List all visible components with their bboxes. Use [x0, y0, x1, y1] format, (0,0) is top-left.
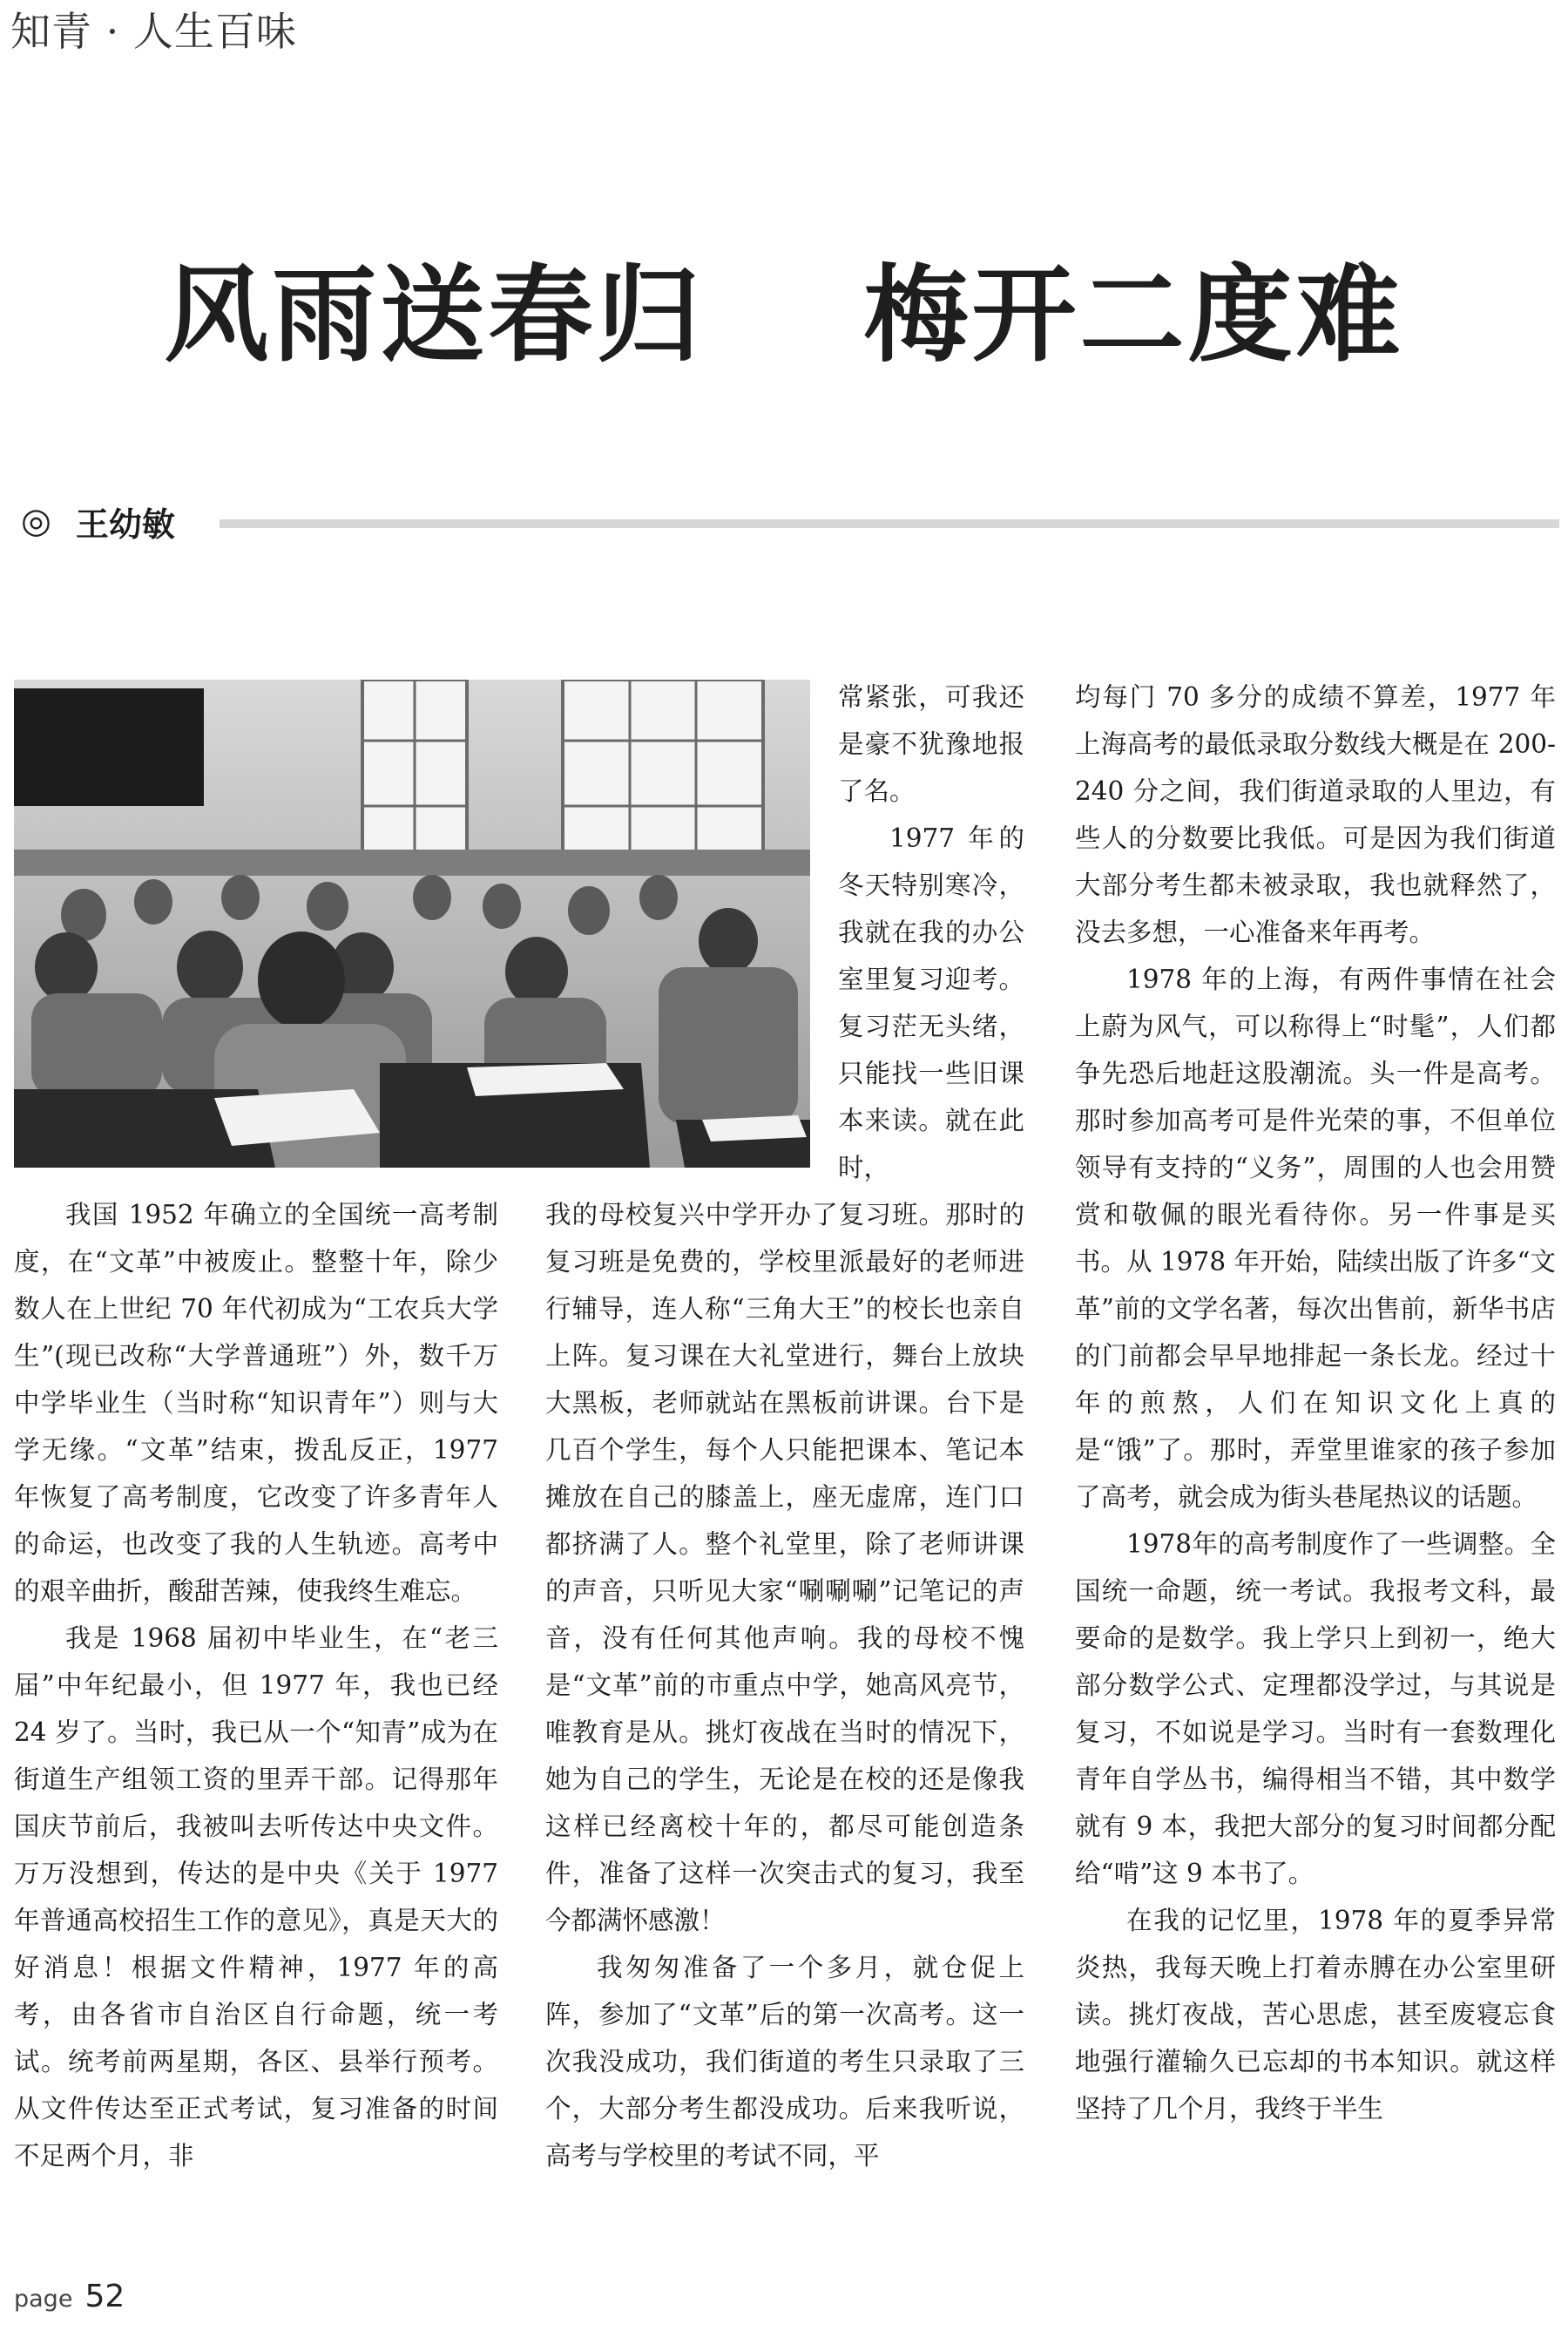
paragraph: 常紧张，可我还是豪不犹豫地报了名。	[838, 682, 1024, 806]
author-name: 王幼敏	[75, 505, 175, 544]
paragraph: 均每门 70 多分的成绩不算差，1977 年上海高考的最低录取分数线大概是在 200-240 分之间，我们街道录取的人里边，有些人的分数要比我低。可是因为我们街道大部分考生都未被录取，我也就释然了，没去多想，一心准备来年再考。	[1075, 682, 1556, 947]
body-column-2	[545, 1191, 1024, 2250]
page-number: 52	[84, 2279, 125, 2314]
exam-hall-photo	[14, 680, 810, 1168]
body-column-3	[1075, 674, 1556, 2250]
byline-rule	[220, 519, 1559, 528]
paragraph: 1977 年的冬天特别寒冷，我就在我的办公室里复习迎考。复习茫无头绪，只能找一些旧课本来读。就在此时，	[838, 823, 1024, 1182]
page-footer	[14, 2279, 125, 2322]
paragraph: 在我的记忆里，1978 年的夏季异常炎热，我每天晚上打着赤膊在办公室里研读。挑灯夜战，苦心思虑，甚至废寝忘食地强行灌输久已忘却的书本知识。就这样坚持了几个月，我终于半生	[1075, 1906, 1556, 2124]
paragraph: 1978年的高考制度作了一些调整。全国统一命题，统一考试。我报考文科，最要命的是数学。我上学只上到初一，绝大部分数学公式、定理都没学过，与其说是复习，不如说是学习。当时有一套数理化青年自学丛书，编得相当不错，其中数学就有 9 本，我把大部分的复习时间都分配给“啃”这 9 本书了。	[1075, 1529, 1556, 1888]
author-mark-icon: ◎	[21, 501, 51, 541]
body-column-1	[14, 1191, 498, 2250]
paragraph: 1978 年的上海，有两件事情在社会上蔚为风气，可以称得上“时髦”，人们都争先恐后地赶这股潮流。头一件是高考。那时参加高考可是件光荣的事，不但单位领导有支持的“义务”，周围的人也会用赞赏和敬佩的眼光看待你。另一件事是买书。从 1978 年开始，陆续出版了许多“文革”前的文学名著，每次出售前，新华书店的门前都会早早地排起一条长龙。经过十年的煎熬，人们在知识文化上真的是“饿”了。那时，弄堂里谁家的孩子参加了高考，就会成为街头巷尾热议的话题。	[1075, 965, 1556, 1512]
byline	[21, 495, 175, 547]
page-label: page	[14, 2286, 73, 2313]
article-title: 风雨送春归 梅开二度难	[164, 255, 1404, 376]
body-column-2-top	[838, 674, 1024, 1191]
running-header: 知青 · 人生百味	[10, 8, 297, 55]
paragraph: 我是 1968 届初中毕业生，在“老三届”中年纪最小，但 1977 年，我也已经 24 岁了。当时，我已从一个“知青”成为在街道生产组领工资的里弄干部。记得那年国庆节前后，我被叫去听传达中央文件。万万没想到，传达的是中央《关于 1977 年普通高校招生工作的意见》，真是天大的好消息！根据文件精神，1977 年的高考，由各省市自治区自行命题，统一考试。统考前两星期，各区、县举行预考。从文件传达至正式考试，复习准备的时间不足两个月，非	[14, 1623, 498, 2171]
photo-illustration	[14, 680, 810, 1168]
paragraph: 我的母校复兴中学开办了复习班。那时的复习班是免费的，学校里派最好的老师进行辅导，连人称“三角大王”的校长也亲自上阵。复习课在大礼堂进行，舞台上放块大黑板，老师就站在黑板前讲课。台下是几百个学生，每个人只能把课本、笔记本摊放在自己的膝盖上，座无虚席，连门口都挤满了人。整个礼堂里，除了老师讲课的声音，只听见大家“唰唰唰”记笔记的声音，没有任何其他声响。我的母校不愧是“文革”前的市重点中学，她高风亮节，唯教育是从。挑灯夜战在当时的情况下，她为自己的学生，无论是在校的还是像我这样已经离校十年的，都尽可能创造条件，准备了这样一次突击式的复习，我至今都满怀感激！	[545, 1200, 1024, 1935]
paragraph: 我国 1952 年确立的全国统一高考制度，在“文革”中被废止。整整十年，除少数人在上世纪 70 年代初成为“工农兵大学生”(现已改称“大学普通班”）外，数千万中学毕业生（当时称“知识青年”）则与大学无缘。“文革”结束，拨乱反正，1977 年恢复了高考制度，它改变了许多青年人的命运，也改变了我的人生轨迹。高考中的艰辛曲折，酸甜苦辣，使我终生难忘。	[14, 1200, 498, 1606]
paragraph: 我匆匆准备了一个多月，就仓促上阵，参加了“文革”后的第一次高考。这一次我没成功，我们街道的考生只录取了三个，大部分考生都没成功。后来我听说，高考与学校里的考试不同，平	[545, 1953, 1024, 2171]
